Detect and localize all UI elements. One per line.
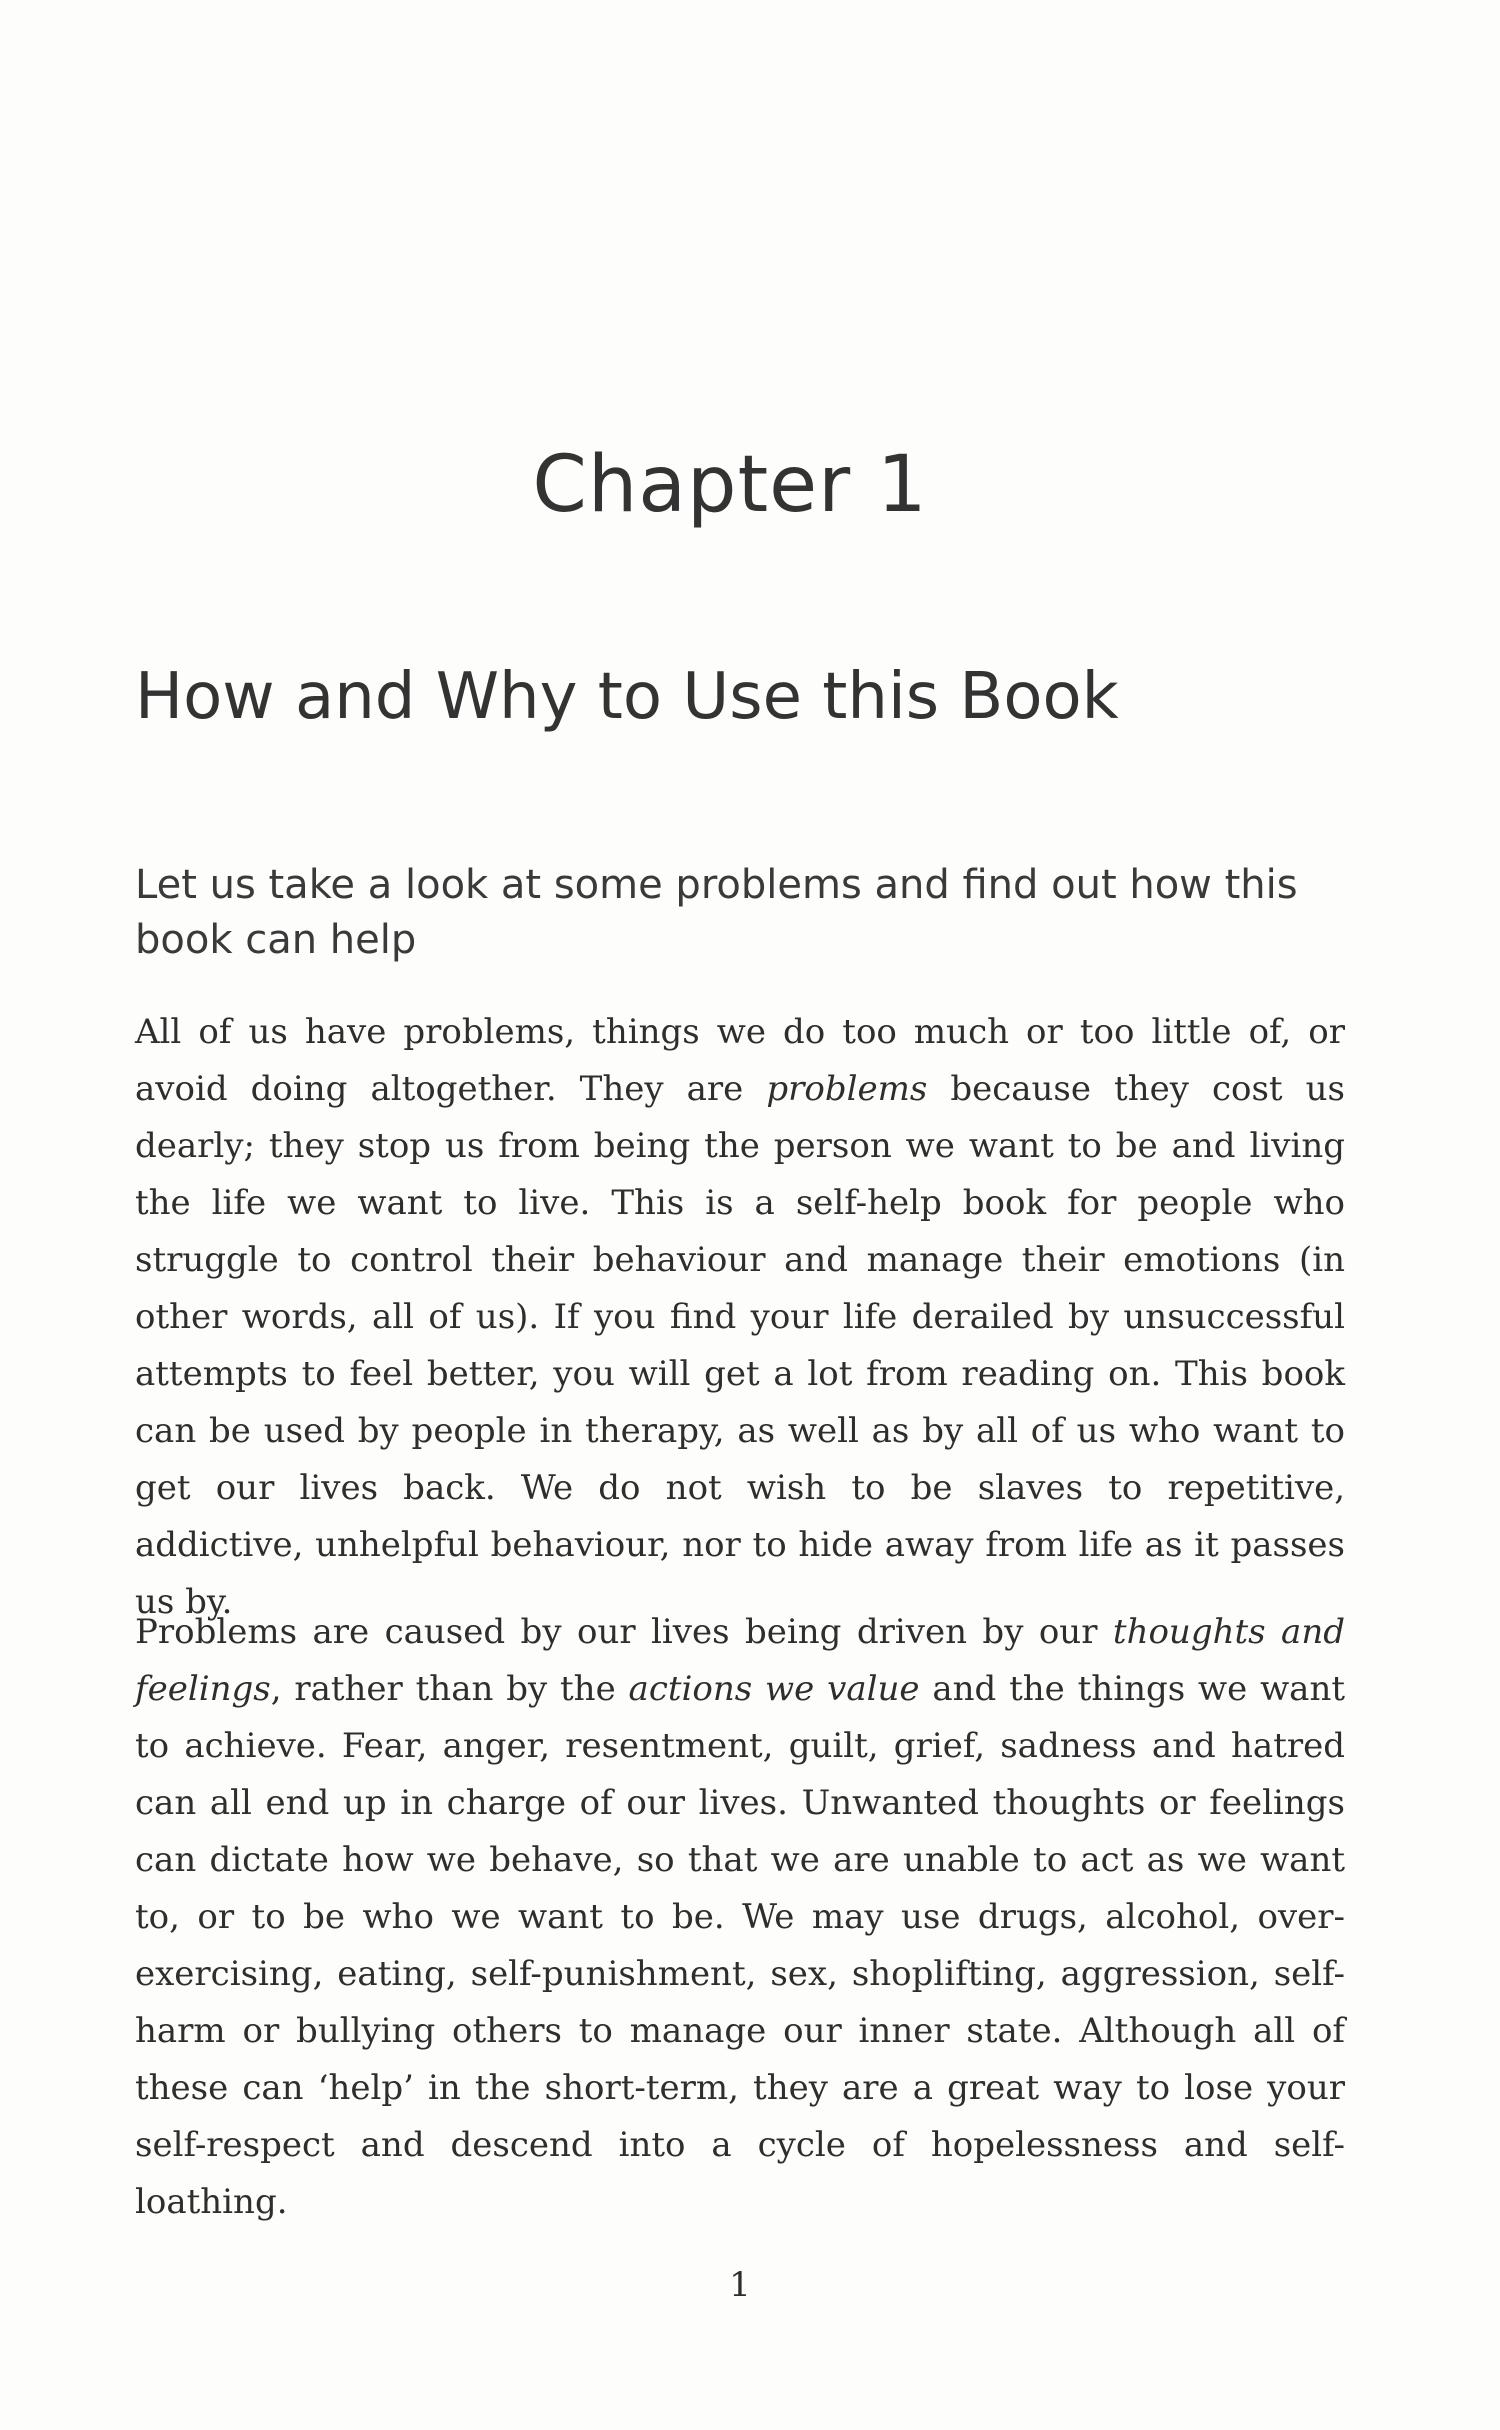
emphasis-problems: problems bbox=[766, 1069, 928, 1109]
paragraph-2 bbox=[135, 1604, 1345, 2231]
section-heading: Let us take a look at some problems and find out how this book can help bbox=[135, 862, 1298, 963]
emphasis-actions-we-value: actions we value bbox=[628, 1669, 920, 1709]
text-segment: All of us have problems, things we do too much or too little of, or avoid doing altogether. They are bbox=[135, 1012, 1345, 1109]
page-number: 1 bbox=[729, 2265, 751, 2305]
text-segment: and the things we want to achieve. Fear, anger, resentment, guilt, grief, sadness and hatred can all end up in charge of our lives. Unwanted thoughts or feelings can dictate how we behave, so that we are unable to act as we want to, or to be who we want to be. We may use drugs, alcohol, over-exercising, eating, self-punishment, sex, shoplifting, aggression, self-harm or bullying others to manage our inner state. Although all of these can ‘help’ in the short-term, they are a great way to lose your self-respect and descend into a cycle of hopelessness and self-loathing. bbox=[135, 1669, 1346, 2222]
text-segment: because they cost us dearly; they stop us from being the person we want to be and living the life we want to live. This is a self-help book for people who struggle to control their behaviour and manage their emotions (in other words, all of us). If you find your life derailed by unsuccessful attempts to feel better, you will get a lot from reading on. This book can be used by people in therapy, as well as by all of us who want to get our lives back. We do not wish to be slaves to repetitive, addictive, unhelpful behaviour, nor to hide away from life as it passes us by. bbox=[135, 1069, 1345, 1622]
chapter-label: Chapter 1 bbox=[532, 440, 928, 530]
chapter-title: How and Why to Use this Book bbox=[135, 660, 1119, 734]
text-segment: , rather than by the bbox=[270, 1669, 629, 1709]
emphasis-thoughts-and-feelings: thoughts and feelings bbox=[135, 1612, 1345, 1709]
text-segment: Problems are caused by our lives being driven by our bbox=[135, 1612, 1113, 1652]
paragraph-1 bbox=[135, 1004, 1345, 1631]
